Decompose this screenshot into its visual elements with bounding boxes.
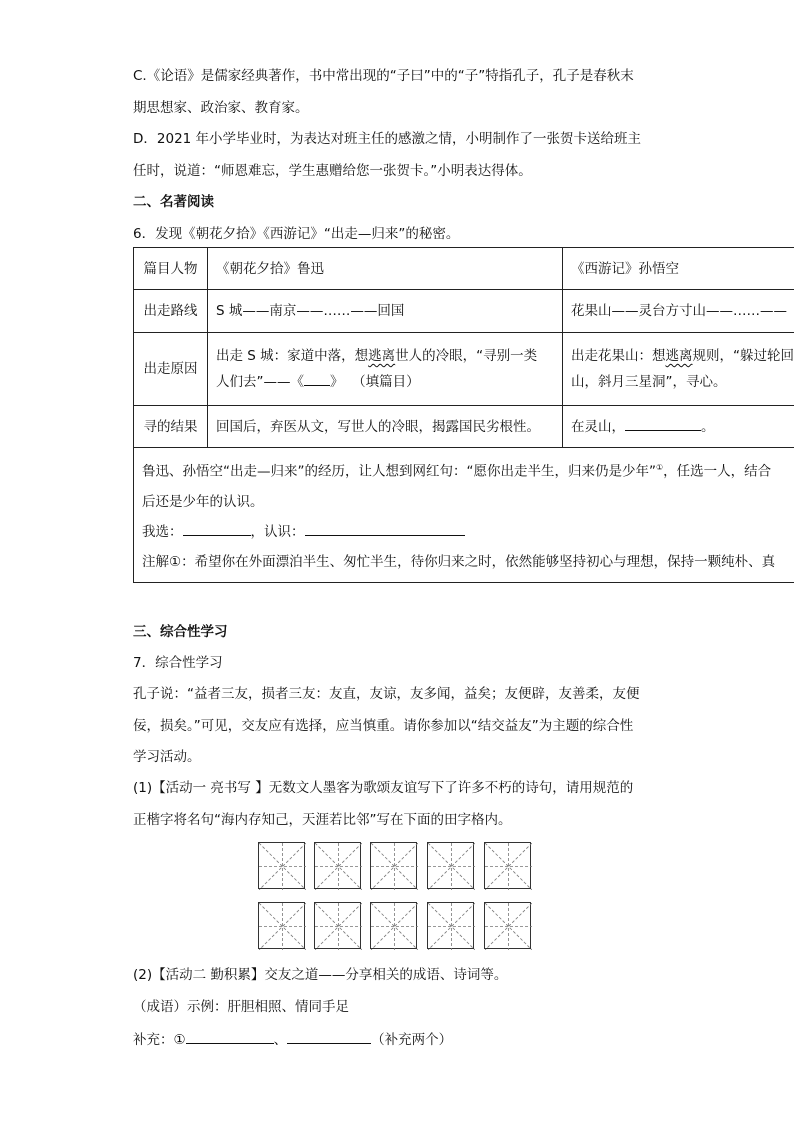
tianzige-box[interactable] <box>314 842 361 889</box>
activity-1-line-1: (1)【活动一 亮书写 】无数文人墨客为歌颂友谊写下了许多不朽的诗句，请用规范的 <box>133 780 634 796</box>
reason-wukong <box>563 333 794 406</box>
row-label-route: 出走路线 <box>134 290 208 333</box>
table-note-cell <box>134 448 794 583</box>
supplement-blank-1[interactable] <box>186 1029 274 1044</box>
result-text: 。 <box>701 418 715 435</box>
paragraph-line: 佞，损矣。”可见，交友应有选择，应当慎重。请你参加以“结交益友”为主题的综合性 <box>133 718 634 734</box>
reason-text: （填篇目） <box>352 374 420 390</box>
result-luxun: 回国后，弃医从文，写世人的冷眼，揭露国民劣根性。 <box>208 406 563 448</box>
reason-text: 人们去”—— <box>216 374 291 390</box>
choice-blank[interactable] <box>183 521 251 536</box>
result-wukong <box>563 406 794 448</box>
reason-luxun <box>208 333 563 406</box>
activity-2-line: (2)【活动二 勤积累】交友之道——分享相关的成语、诗词等。 <box>133 967 508 983</box>
row-label-result: 寻的结果 <box>134 406 208 448</box>
book-title-open: 《 <box>290 374 304 390</box>
supplement-note: （补充两个） <box>371 1032 453 1048</box>
wavy-underlined-word: 逃离 <box>368 348 396 364</box>
option-c-line-2: 期思想家、政治家、教育家。 <box>133 100 309 116</box>
paragraph-line: 孔子说：“益者三友，损者三友：友直，友谅，友多闻，益矣；友便辟，友善柔，友便 <box>133 686 640 702</box>
idiom-example: （成语）示例：肝胆相照、情同手足 <box>133 999 349 1015</box>
reason-text: 出走 S 城：家道中落，想 <box>216 348 369 364</box>
tianzige-box[interactable] <box>258 842 305 889</box>
reason-text: 山，斜月三星洞”，寻心。 <box>571 374 727 390</box>
footnote-marker: ① <box>655 463 664 473</box>
question-7: 7．综合性学习 <box>133 655 223 671</box>
comparison-table <box>133 247 794 583</box>
supplement-label: 补充：① <box>133 1032 186 1048</box>
tianzige-box[interactable] <box>370 842 417 889</box>
note-text: ，认识： <box>250 523 305 540</box>
table-header-cell: 篇目人物 <box>134 248 208 290</box>
reason-text: 出走花果山：想 <box>571 348 666 364</box>
tianzige-box[interactable] <box>484 842 531 889</box>
reason-text: 规则，“躲过轮回 <box>692 348 794 364</box>
route-wukong: 花果山——灵台方寸山——……—— <box>563 290 794 333</box>
result-text: 在灵山， <box>571 418 625 435</box>
row-label-reason: 出走原因 <box>134 333 208 406</box>
tianzige-box[interactable] <box>258 902 305 949</box>
paragraph-line: 学习活动。 <box>133 749 201 765</box>
supplement-separator: 、 <box>273 1032 288 1048</box>
option-c-line-1: C.《论语》是儒家经典著作，书中常出现的“子曰”中的“子”特指孔子，孔子是春秋末 <box>133 68 634 84</box>
supplement-blank-2[interactable] <box>287 1029 371 1044</box>
tianzige-box[interactable] <box>427 902 474 949</box>
understanding-blank[interactable] <box>305 521 465 536</box>
question-6: 6．发现《朝花夕拾》《西游记》“出走—归来”的秘密。 <box>133 226 460 242</box>
route-luxun: S 城——南京——……——回国 <box>208 290 563 333</box>
reason-text: 世人的冷眼，“寻别一类 <box>395 348 538 364</box>
option-d-line-2: 任时，说道：“师恩难忘，学生惠赠给您一张贺卡。”小明表达得体。 <box>133 163 532 179</box>
note-text: 我选： <box>142 523 183 540</box>
supplement-line <box>133 1029 452 1049</box>
tianzige-box[interactable] <box>427 842 474 889</box>
wavy-underlined-word: 逃离 <box>665 348 693 364</box>
tianzige-box[interactable] <box>314 902 361 949</box>
answer-blank[interactable] <box>625 416 701 431</box>
footnote-text: 注解①：希望你在外面漂泊半生、匆忙半生，待你归来之时，依然能够坚持初心与理想，保持一颗纯朴、真 <box>142 553 776 570</box>
book-title-close: 》 <box>330 374 344 390</box>
table-header-cell: 《朝花夕拾》鲁迅 <box>208 248 563 290</box>
section-heading-comprehensive: 三、综合性学习 <box>133 624 228 640</box>
answer-blank[interactable] <box>304 371 330 386</box>
tianzige-box[interactable] <box>484 902 531 949</box>
table-header-cell: 《西游记》孙悟空 <box>563 248 794 290</box>
note-text: 后还是少年的认识。 <box>142 493 264 510</box>
option-d-line-1: D．2021 年小学毕业时，为表达对班主任的感激之情，小明制作了一张贺卡送给班主 <box>133 131 642 147</box>
tianzige-box[interactable] <box>370 902 417 949</box>
activity-1-line-2: 正楷字将名句“海内存知己，天涯若比邻”写在下面的田字格内。 <box>133 812 512 828</box>
note-text: 鲁迅、孙悟空“出走—归来”的经历，让人想到网红句：“愿你出走半生，归来仍是少年” <box>142 463 656 480</box>
section-heading-classics: 二、名著阅读 <box>133 194 214 210</box>
note-text: ，任选一人，结合 <box>663 463 772 480</box>
